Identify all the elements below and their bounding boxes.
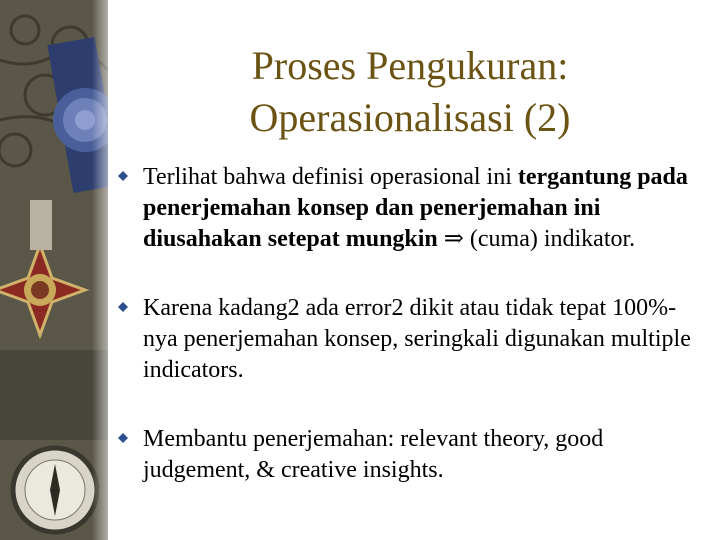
title-line-2: Operasionalisasi (2) bbox=[249, 95, 571, 140]
diamond-bullet-icon bbox=[118, 171, 128, 181]
compass bbox=[13, 448, 97, 532]
bullet-1-text-bold: tergantung pada penerjemahan konsep dan penerjemahan ini diusahakan setepat mungkin bbox=[143, 164, 688, 252]
diamond-bullet-icon bbox=[118, 433, 128, 443]
bullet-2-text: Karena kadang2 ada error2 dikit atau tidak tepat 100%-nya penerjemahan konsep, seringkali digunakan multiple indicators. bbox=[143, 295, 691, 383]
bullet-item-3 bbox=[118, 424, 698, 486]
bullet-1-text-start: Terlihat bahwa definisi operasional ini bbox=[143, 164, 518, 190]
slide-title bbox=[210, 40, 610, 144]
bullet-3-text: Membantu penerjemahan: relevant theory, good judgement, & creative insights. bbox=[143, 426, 604, 483]
bullet-1-text-end: (cuma) indikator. bbox=[469, 226, 636, 252]
bullet-list bbox=[118, 162, 698, 486]
bullet-item-1 bbox=[118, 162, 698, 255]
title-line-1: Proses Pengukuran: bbox=[251, 43, 569, 88]
diamond-bullet-icon bbox=[118, 302, 128, 312]
implies-arrow-icon: ⇒ bbox=[437, 226, 470, 252]
bullet-item-2 bbox=[118, 293, 698, 386]
